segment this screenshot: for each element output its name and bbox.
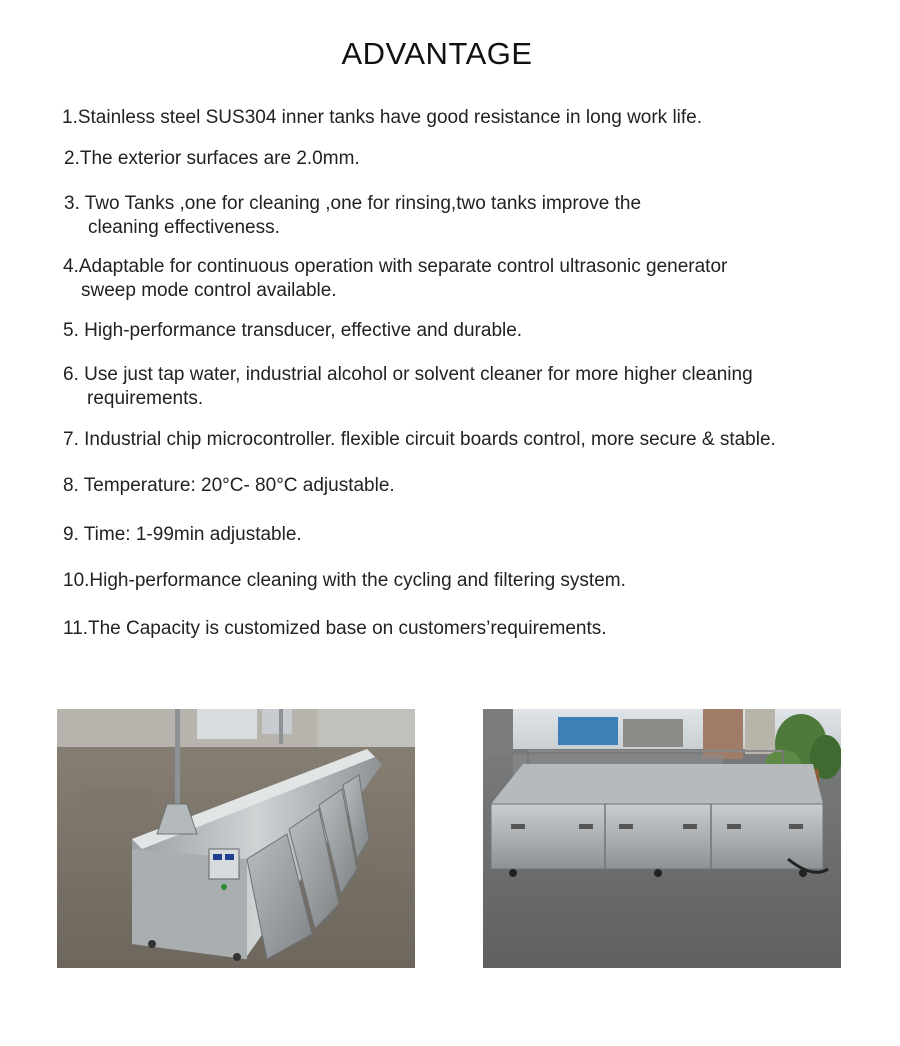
advantage-item-10 [63,569,626,593]
item-line: 5. High-performance transducer, effective and durable. [63,320,523,341]
item-line: 2.The exterior surfaces are 2.0mm. [64,148,360,169]
product-photo-multi-tank-line-drawing [483,709,841,968]
item-line: 10.High-performance cleaning with the cycling and filtering system. [63,570,626,591]
advantage-item-11 [63,617,607,641]
item-line-continued: requirements. [87,388,204,409]
advantage-item-3 [64,192,641,240]
item-line: 1.Stainless steel SUS304 inner tanks have good resistance in long work life. [62,107,703,128]
advantage-item-4 [63,255,727,303]
item-line-continued: sweep mode control available. [81,280,337,301]
item-line-continued: cleaning effectiveness. [88,217,280,238]
product-photo-single-tank-drawing [57,709,415,968]
product-photo-multi-tank-line [483,709,841,968]
item-line: 4.Adaptable for continuous operation with separate control ultrasonic generator [63,256,728,277]
item-line: 6. Use just tap water, industrial alcohol or solvent cleaner for more higher cleaning [63,364,753,385]
advantage-item-7 [63,428,776,452]
item-line: 7. Industrial chip microcontroller. flexible circuit boards control, more secure & stable. [63,429,776,450]
advantage-item-6 [63,363,753,411]
advantage-item-5 [63,319,522,343]
item-line: 8. Temperature: 20°C- 80°C adjustable. [63,475,395,496]
item-line: 9. Time: 1-99min adjustable. [63,524,302,545]
item-line: 11.The Capacity is customized base on customers’requirements. [63,618,607,639]
item-line: 3. Two Tanks ,one for cleaning ,one for rinsing,two tanks improve the [64,193,642,214]
advantage-item-1 [62,106,702,130]
product-photo-single-tank [57,709,415,968]
advantage-item-2 [64,147,360,171]
advantage-item-8 [63,474,395,498]
advantage-item-9 [63,523,302,547]
page-title: ADVANTAGE [341,36,533,71]
